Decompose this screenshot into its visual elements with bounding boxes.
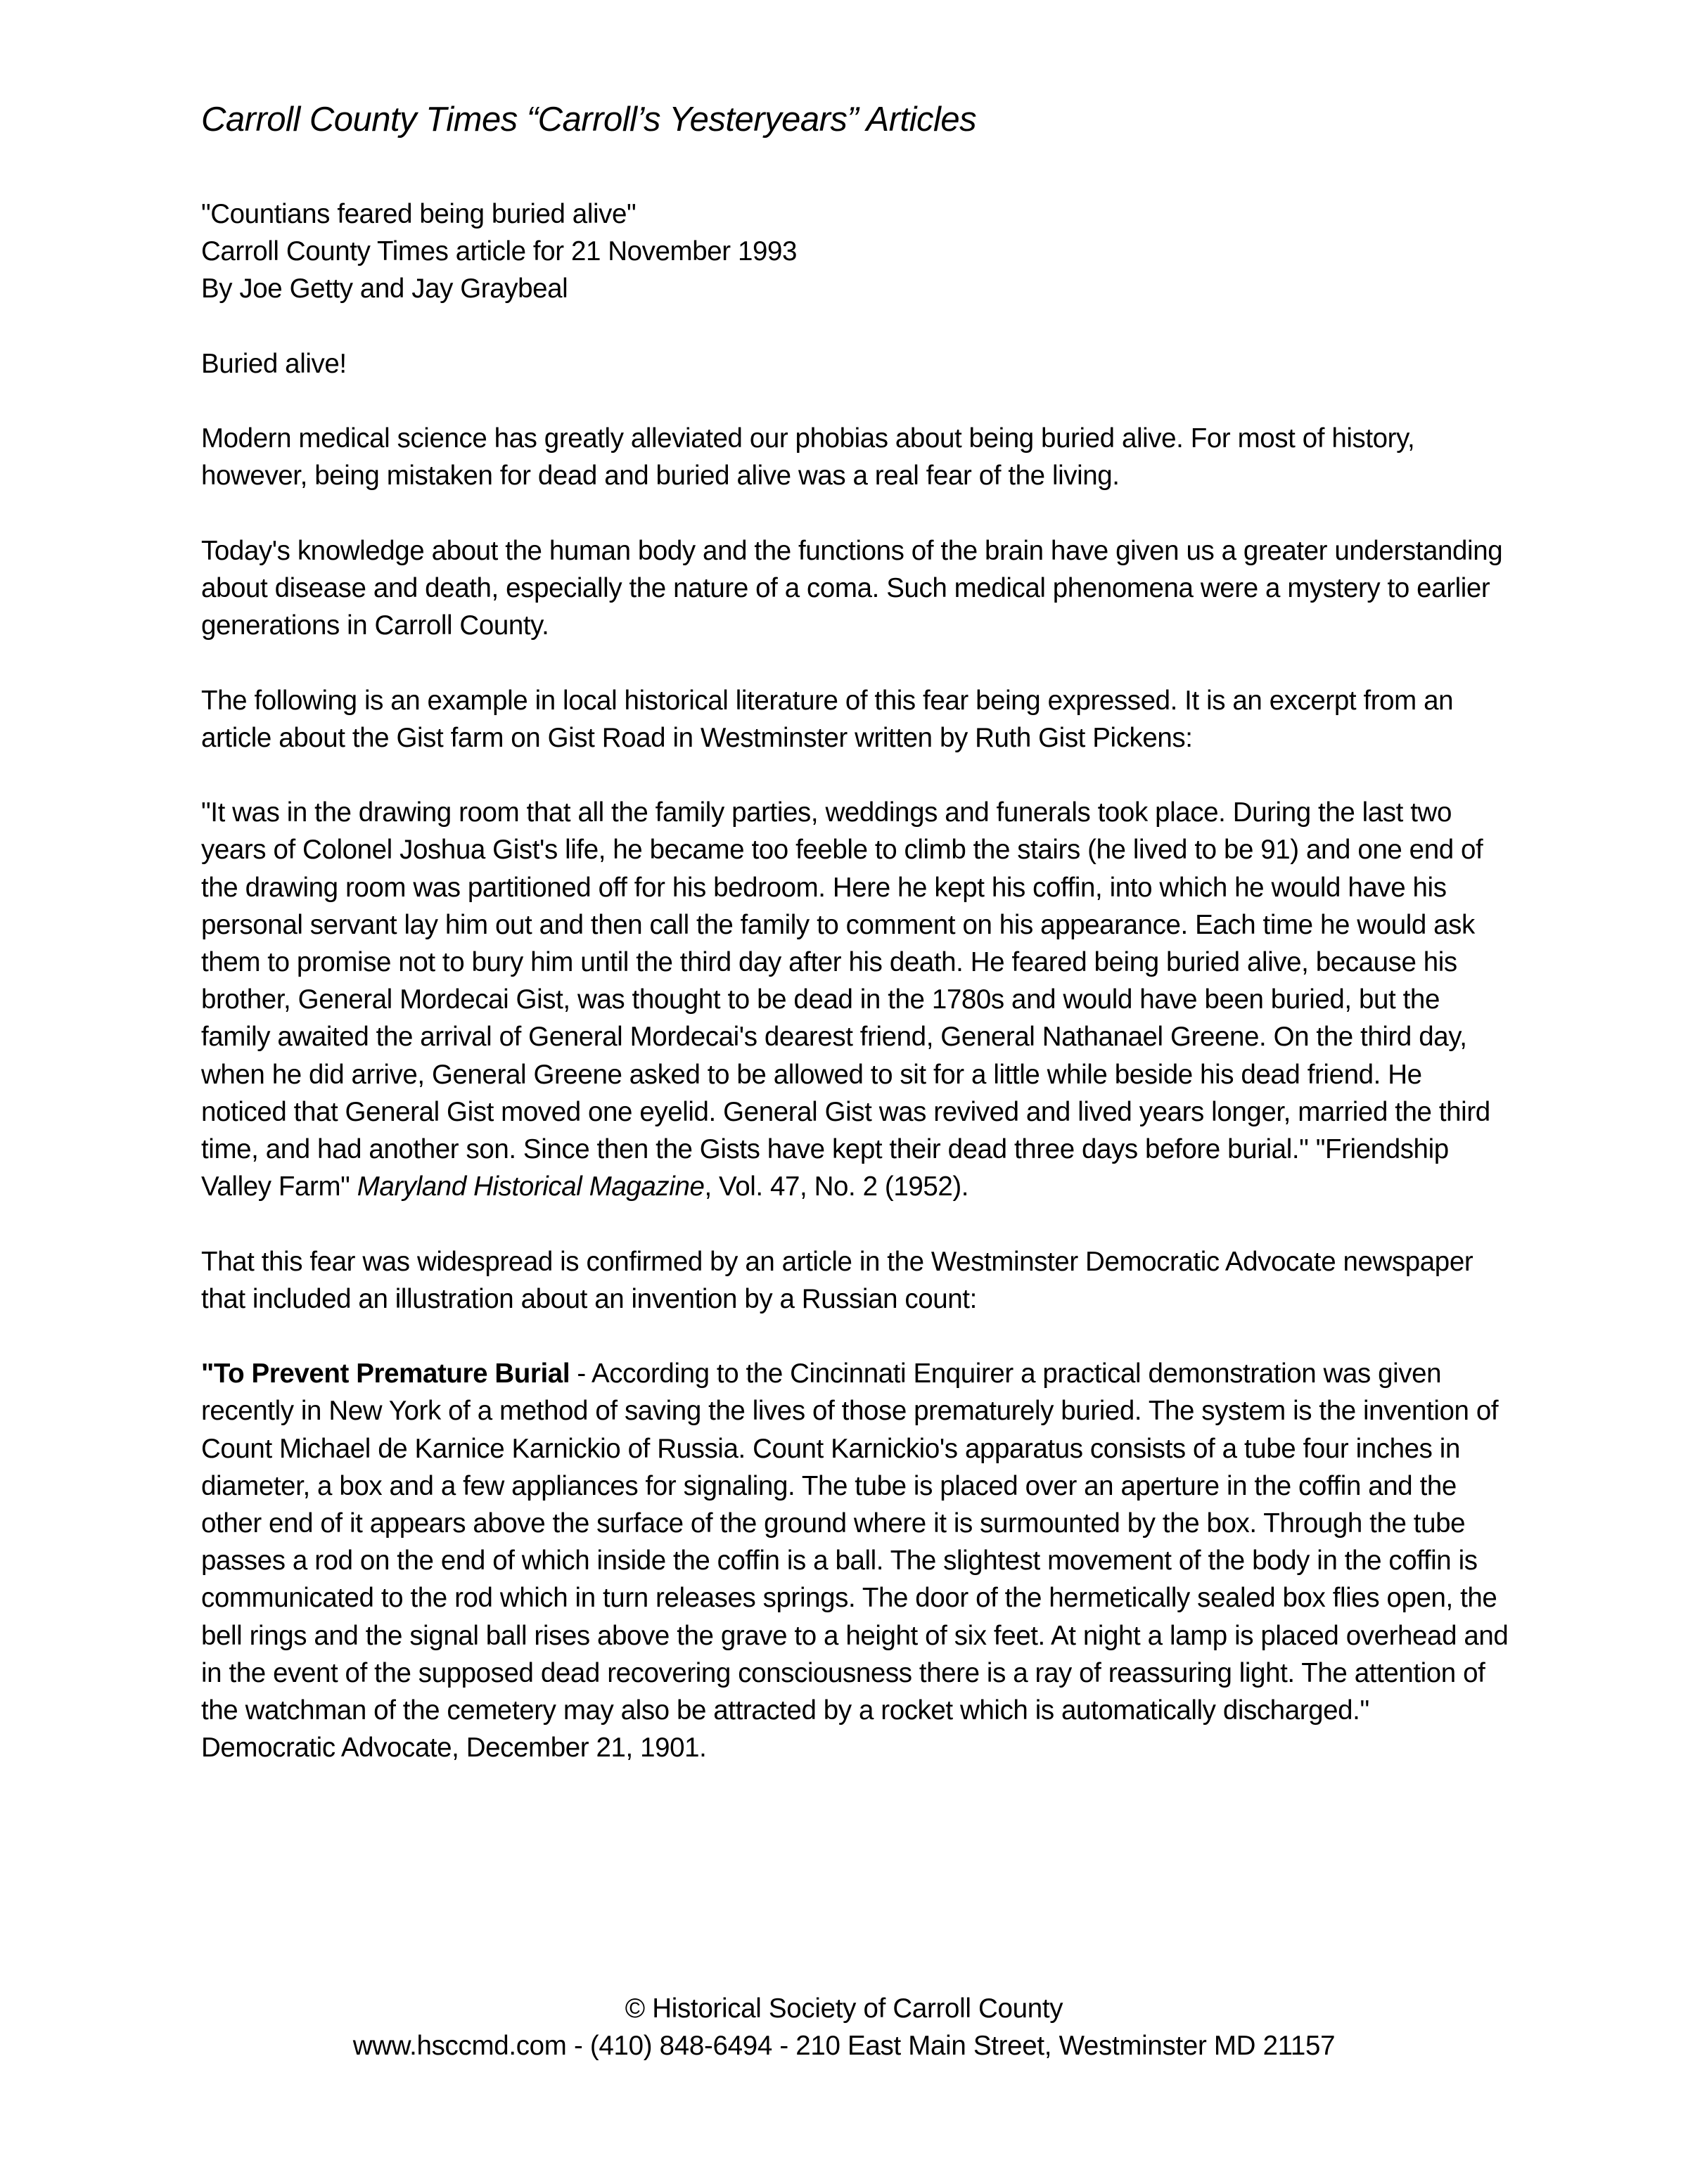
excerpt-heading: "To Prevent Premature Burial — [201, 1358, 570, 1389]
paragraph: Today's knowledge about the human body and the functions of the brain have given us a greater understanding about disease and death, especially the nature of a coma. Such medical phenomena were a mystery to earlier generations in Carroll County. — [201, 535, 1503, 641]
quote-source-details: , Vol. 47, No. 2 (1952). — [704, 1171, 969, 1202]
paragraph: Modern medical science has greatly alleviated our phobias about being buried alive. For most of history, however, being mistaken for dead and buried alive was a real fear of the living. — [201, 423, 1415, 492]
page-title: Carroll County Times “Carroll’s Yesteryears” Articles — [201, 101, 977, 139]
article-dateline: Carroll County Times article for 21 November 1993 — [201, 236, 798, 267]
footer-contact: www.hsccmd.com - (410) 848-6494 - 210 East Main Street, Westminster MD 21157 — [352, 2031, 1336, 2061]
excerpt-text: - According to the Cincinnati Enquirer a practical demonstration was given recently in New York of a method of saving the lives of those prematurely buried. The system is the invention of Count Michael de Karnice Karnickio of Russia. Count Karnickio's apparatus consists of a tube four inches in diameter, a box and a few appliances for signaling. The tube is placed over an aperture in the coffin and the other end of it appears above the surface of the ground where it is surmounted by the box. Through the tube passes a rod on the end of which inside the coffin is a ball. The slightest movement of the body in the coffin is communicated to the rod which in turn releases springs. The door of the hermetically sealed box flies open, the bell rings and the signal ball rises above the grave to a height of six feet. At night a lamp is placed overhead and in the event of the supposed dead recovering consciousness there is a ray of reassuring light. The attention of the watchman of the cemetery may also be attracted by a rocket which is automatically discharged." Democratic Advocate, December 21, 1901. — [201, 1358, 1509, 1764]
pickens-quote — [201, 794, 1509, 1205]
paragraph: That this fear was widespread is confirmed by an article in the Westminster Democratic Advocate newspaper that included an illustration about an invention by a Russian count: — [201, 1246, 1473, 1314]
paragraph: The following is an example in local historical literature of this fear being expressed. It is an excerpt from an article about the Gist farm on Gist Road in Westminster written by Ruth Gist Pickens: — [201, 685, 1454, 753]
advocate-excerpt — [201, 1355, 1509, 1766]
article-headline: "Countians feared being buried alive" — [201, 199, 637, 229]
article-lead: Buried alive! — [201, 348, 347, 379]
article-byline: By Joe Getty and Jay Graybeal — [201, 274, 568, 304]
quote-text: "It was in the drawing room that all the family parties, weddings and funerals took place. During the last two years of Colonel Joshua Gist's life, he became too feeble to climb the stairs (he lived to be 91) and one end of the drawing room was partitioned off for his bedroom. Here he kept his coffin, into which he would have his personal servant lay him out and then call the family to comment on his appearance. Each time he would ask them to promise not to bury him until the third day after his death. He feared being buried alive, because his brother, General Mordecai Gist, was thought to be dead in the 1780s and would have been buried, but the family awaited the arrival of General Mordecai's dearest friend, General Nathanael Greene. On the third day, when he did arrive, General Greene asked to be allowed to sit for a little while beside his dead friend. He noticed that General Gist moved one eyelid. General Gist was revived and lived years longer, married the third time, and had another son. Since then the Gists have kept their dead three days before burial." "Friendship Valley Farm" — [201, 797, 1490, 1202]
article-body — [201, 195, 1509, 1804]
footer-copyright: © Historical Society of Carroll County — [625, 1993, 1063, 2024]
quote-source-title: Maryland Historical Magazine — [357, 1171, 705, 1202]
page-footer — [0, 1990, 1688, 2064]
